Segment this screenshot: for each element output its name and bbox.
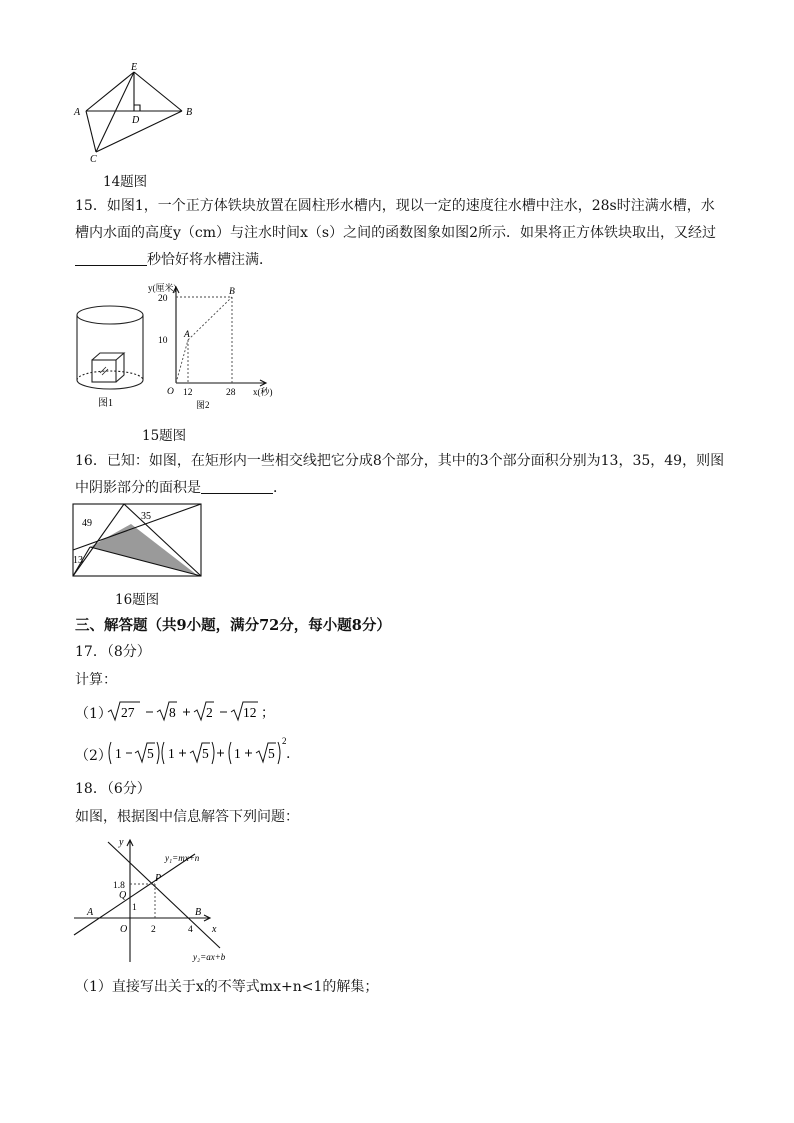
caption-16: 16题图 (115, 592, 160, 608)
question-15-tail: 秒恰好将水槽注满． (147, 252, 273, 268)
graph-y-tick-20: 20 (158, 294, 168, 304)
point-p: P (155, 873, 162, 884)
label-b: B (186, 107, 193, 118)
svg-text:1: 1 (234, 746, 241, 761)
graph-origin: O (167, 387, 174, 397)
point-a: A (87, 907, 94, 918)
svg-text:12: 12 (243, 705, 257, 720)
label-c: C (90, 154, 97, 165)
section-heading: 三、解答题（共9小题，满分72分，每小题8分） (75, 617, 391, 634)
expression-2-period: . (286, 746, 291, 762)
svg-text:2: 2 (282, 736, 287, 746)
figure-15-tank (70, 295, 160, 413)
label-e: E (131, 62, 138, 73)
svg-text:5: 5 (202, 746, 209, 761)
point-b: B (195, 907, 202, 918)
area-35: 35 (141, 511, 151, 522)
svg-text:1: 1 (168, 746, 175, 761)
question-17-prompt: 计算： (75, 672, 117, 688)
graph-x-tick-12: 12 (183, 388, 193, 398)
graph-x-tick-28: 28 (226, 388, 236, 398)
figure-14 (70, 60, 200, 165)
expression-2 (106, 736, 286, 768)
area-49: 49 (82, 518, 92, 529)
label-d: D (132, 115, 140, 126)
point-q: Q (119, 890, 127, 901)
fig2-label: 图2 (196, 400, 210, 410)
question-16-text: 16．已知：如图，在矩形内一些相交线把它分成8个部分，其中的3个部分面积分别为13，35，49，则图中阴影部分的面积是 (75, 453, 725, 496)
label-a: A (74, 107, 81, 118)
svg-text:5: 5 (147, 746, 154, 761)
question-15 (75, 193, 725, 274)
question-18-number: 18．（6分） (75, 781, 151, 797)
figure-15-graph (148, 280, 288, 412)
tick-1-8: 1.8 (113, 881, 125, 891)
item-1-label: （1） (75, 706, 112, 722)
question-17-number: 17．（8分） (75, 644, 151, 660)
answer-blank-15[interactable] (75, 251, 147, 266)
graph-point-a: A (184, 330, 190, 340)
line-1-label: y₁=mx+n (165, 853, 200, 863)
answer-blank-16[interactable] (201, 479, 273, 494)
caption-14: 14题图 (103, 174, 148, 190)
tick-2: 2 (151, 925, 156, 935)
graph-x-label: x(秒) (253, 387, 273, 397)
svg-text:；: ； (261, 705, 275, 720)
tick-4: 4 (188, 925, 193, 935)
graph-point-b: B (229, 287, 235, 297)
expression-1 (106, 698, 276, 726)
caption-15: 15题图 (142, 428, 187, 444)
axis-x: x (212, 924, 217, 935)
question-18-sub-1: （1）直接写出关于x的不等式mx+n<1的解集； (75, 979, 379, 995)
axis-y: y (119, 837, 124, 848)
figure-16 (70, 500, 208, 582)
question-15-text: 15．如图1，一个正方体铁块放置在圆柱形水槽内，现以一定的速度往水槽中注水，28s时注满水槽，水槽内水面的高度y（cm）与注水时间x（s）之间的函数图象如图2所示．如果将正方体铁块取出，又经过 (75, 198, 717, 241)
tick-1: 1 (132, 903, 137, 913)
svg-text:5: 5 (268, 746, 275, 761)
graph-y-tick-10: 10 (158, 336, 168, 346)
fig1-label: 图1 (98, 398, 113, 409)
origin-o: O (120, 924, 128, 935)
question-16 (75, 448, 725, 502)
area-13: 13 (73, 555, 83, 566)
question-16-tail: ． (273, 480, 287, 496)
item-2-label: （2） (75, 748, 112, 764)
line-2-label: y₂=ax+b (193, 952, 226, 962)
question-18-prompt: 如图，根据图中信息解答下列问题： (75, 809, 299, 825)
graph-y-label: y(厘米) (148, 283, 177, 293)
svg-text:1: 1 (115, 746, 122, 761)
svg-text:2: 2 (206, 705, 213, 720)
svg-text:27: 27 (121, 705, 135, 720)
svg-text:8: 8 (169, 705, 176, 720)
figure-18 (70, 832, 280, 972)
